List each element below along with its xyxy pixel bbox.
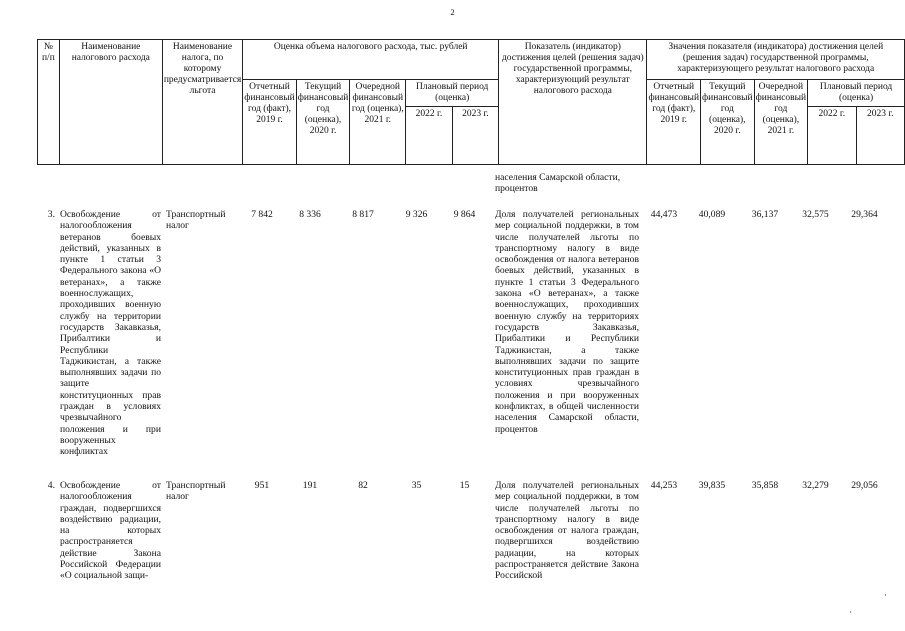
header-current-year-2: Текущий финансовый год (оценка), 2020 г. [701, 80, 755, 165]
tax-name: Транспортный налог [166, 480, 226, 503]
indicator-text: Доля получателей региональных мер социальной поддержки, в том числе получателей льготы по транспортному налогу в виде освобождения от налога ветеранов боевых действий, указанных в пункте 1 статьи 3 Федерального закона «О ветеранах», а также военнослужащих, проходивших военную службу на территориях государств Закавказья, Прибалтики и Республики Таджикистан, а также выполнявших задачи по защите конституционных прав граждан в условиях чрезвычайного положения и при вооруженных конфликтах, в общей численности населения Самарской области, процентов [495, 209, 639, 435]
header-report-year: Отчетный финансовый год (факт), 2019 г. [243, 80, 297, 165]
value-2020: 39,835 [698, 480, 726, 491]
header-volume-group: Оценка объема налогового расхода, тыс. рублей [243, 40, 499, 80]
row-number: 3. [47, 209, 55, 220]
header-2023-2: 2023 г. [856, 107, 904, 165]
tax-name: Транспортный налог [166, 209, 226, 232]
header-tax: Наименование налога, по которому предусматривается льгота [162, 40, 242, 165]
value-2023: 29,056 [851, 480, 878, 491]
header-values-group: Значения показателя (индикатора) достижения целей (решения задач) государственной программы, характеризующего результат налогового расхода [647, 40, 905, 80]
volume-2023: 15 [459, 480, 470, 491]
header-2022-2: 2022 г. [808, 107, 856, 165]
scan-speck: · [884, 590, 887, 600]
volume-2019: 7 842 [251, 209, 273, 220]
header-number: № п/п [38, 40, 60, 165]
value-2020: 40,089 [698, 209, 726, 220]
header-next-year-2: Очередной финансовый год (оценка), 2021 г. [754, 80, 808, 165]
value-2019: 44,253 [650, 480, 678, 491]
header-2023: 2023 г. [452, 107, 498, 165]
relief-name: Освобождение от налогообложения ветеранов боевых действий, указанных в пункте 1 статьи 3 Федерального закона «О ветеранах», а также военнослужащих, проходивших военную службу на территории государств Закавказья, Прибалтики и Республики Таджикистан, а также выполнявших задачи по защите конституционных прав граждан в условиях чрезвычайного положения и при вооруженных конфликтах [60, 209, 161, 458]
header-current-year: Текущий финансовый год (оценка), 2020 г. [296, 80, 350, 165]
header-indicator: Показатель (индикатор) достижения целей (решения задач) государственной программы, характеризующий результат налогового расхода [499, 40, 647, 165]
header-report-year-2: Отчетный финансовый год (факт), 2019 г. [647, 80, 701, 165]
value-2019: 44,473 [650, 209, 678, 220]
volume-2019: 951 [254, 480, 270, 491]
volume-2020: 191 [302, 480, 318, 491]
volume-2023: 9 864 [453, 209, 476, 220]
value-2022: 32,279 [802, 480, 829, 491]
continuation-text: населения Самарской области, процентов [495, 172, 621, 195]
value-2021: 36,137 [751, 209, 779, 220]
value-2021: 35,858 [751, 480, 779, 491]
value-2023: 29,364 [851, 209, 878, 220]
volume-2020: 8 336 [299, 209, 321, 220]
volume-2022: 35 [411, 480, 422, 491]
table-header [37, 39, 905, 165]
value-2022: 32,575 [802, 209, 829, 220]
header-2022: 2022 г. [406, 107, 452, 165]
header-name: Наименование налогового расхода [59, 40, 162, 165]
volume-2021: 82 [358, 480, 368, 491]
header-next-year: Очередной финансовый год (оценка), 2021 г. [350, 80, 406, 165]
header-plan-period: Плановый период (оценка) [406, 80, 499, 107]
page-number: 2 [450, 7, 455, 17]
scan-speck: · [849, 607, 852, 617]
header-plan-period-2: Плановый период (оценка) [808, 80, 905, 107]
volume-2021: 8 817 [352, 209, 374, 220]
relief-name: Освобождение от налогообложения граждан, подвергшихся воздействию радиации, на которых распространяется действие Закона Российской Федерации «О социальной защи- [60, 480, 161, 582]
row-number: 4. [47, 480, 55, 491]
indicator-text: Доля получателей региональных мер социальной поддержки, в том числе получателей льготы по транспортному налогу в виде освобождения от налога граждан, подвергшихся воздействию радиации, на которых распространяется действие Закона Российской [495, 480, 639, 582]
volume-2022: 9 326 [405, 209, 428, 220]
